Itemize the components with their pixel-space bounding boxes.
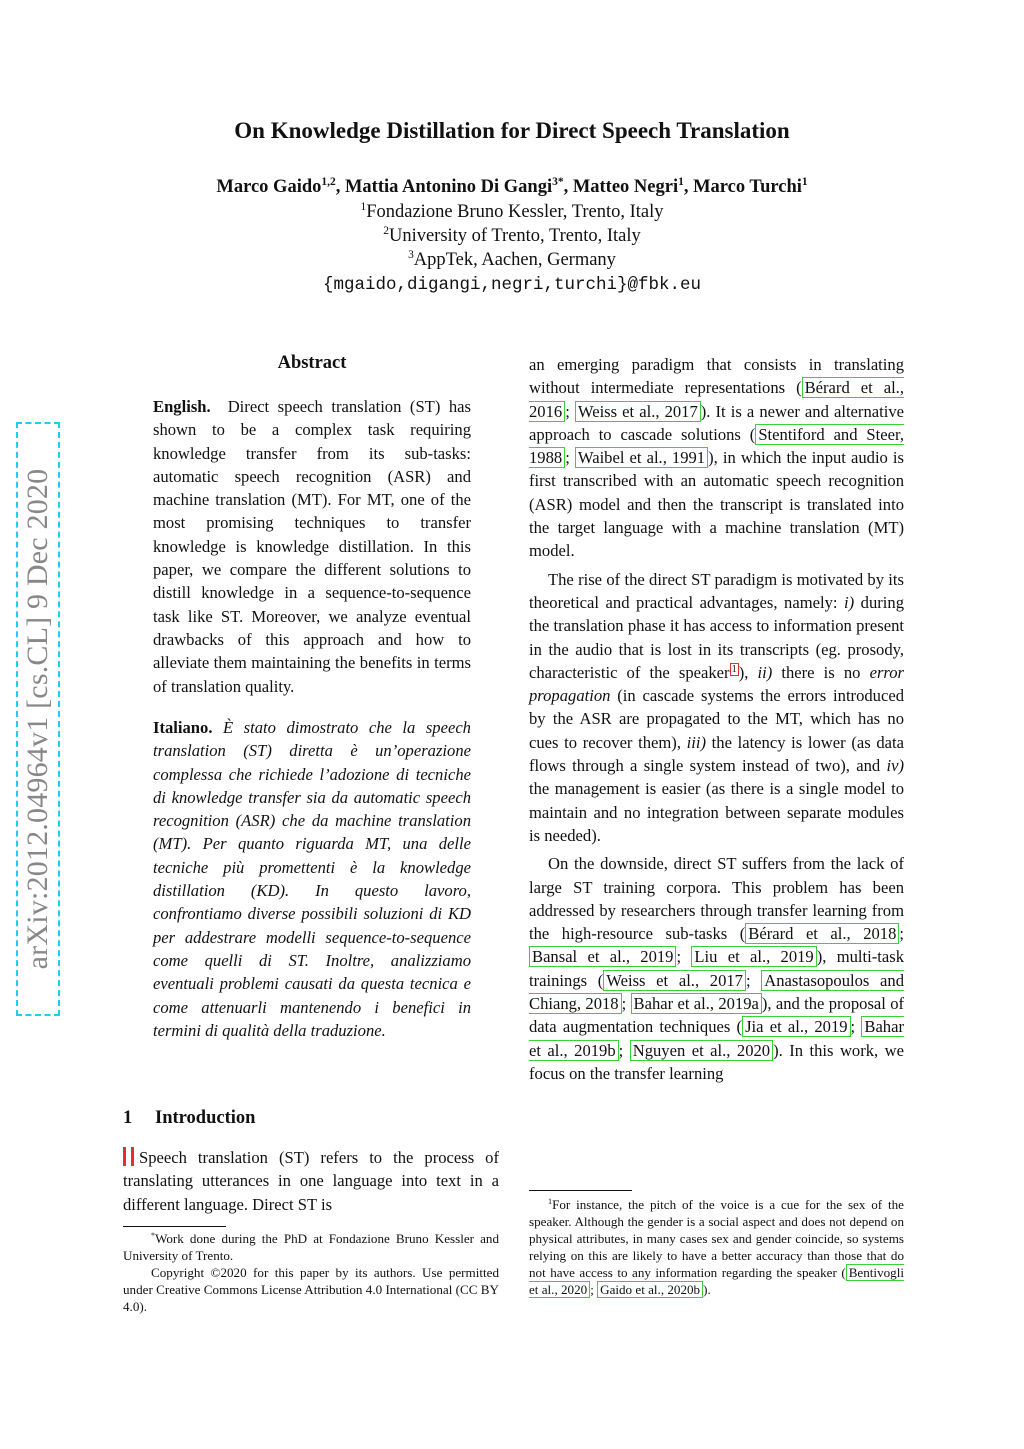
- copyright-note: Copyright ©2020 for this paper by its authors. Use permitted under Creative Commons License Attribution 4.0 International (CC BY 4.0).: [123, 1265, 499, 1315]
- text: (in cascade systems the errors introduced by the ASR are propagated to the MT, which has no cues to recover them),: [529, 686, 904, 752]
- affiliation: [0, 226, 1024, 247]
- emphasis: error propagation: [529, 662, 904, 706]
- citation-link[interactable]: Bentivogli et al., 2020: [529, 1265, 904, 1298]
- intro-text: Speech translation (ST) refers to the process of translating utterances in one language into text in a different language. Direct ST is: [123, 1148, 499, 1214]
- footnote-text: Work done during the PhD at Fondazione Bruno Kessler and University of Trento.: [123, 1231, 499, 1264]
- affiliation-number: 2: [383, 225, 389, 238]
- text: there is no: [772, 662, 870, 682]
- citation-link[interactable]: Bahar et al., 2019a: [631, 993, 762, 1014]
- text: the latency is lower (as data flows through a single system instead of two), and: [529, 732, 904, 776]
- text: ;: [850, 1017, 862, 1037]
- text: ;: [565, 401, 575, 421]
- author-affil: 1: [801, 176, 808, 189]
- text: ). In this work, we focus on the transfer learning: [529, 1040, 905, 1083]
- affiliation-text: AppTek, Aachen, Germany: [413, 250, 616, 270]
- author-list: [0, 177, 1024, 198]
- footnote-mark: *: [151, 1231, 156, 1241]
- right-footnote: [529, 1196, 904, 1299]
- left-footnotes: [123, 1230, 499, 1315]
- right-column: [529, 353, 904, 1085]
- abstract-it-text: È stato dimostrato che la speech translation (ST) diretta è un’operazione complessa che richiede l’adozione di tecniche di knowledge transfer sia da automatic speech recognition (ASR) che da machine translation (MT). Per quanto riguarda MT, una delle tecniche più promettenti è la knowledge distillation (KD). In questo lavoro, confrontiamo diverse possibili soluzioni di KD per addestrare modelli sequence-to-sequence come quelli di ST. Inoltre, analizziamo eventuali problemi causati da questa tecnica e come attenuarli mantenendo i benefici in termini di qualità della traduzione.: [153, 718, 471, 1040]
- footnote-ref[interactable]: 1: [731, 663, 737, 675]
- footnote-rule: [123, 1226, 226, 1227]
- citation-link[interactable]: Waibel et al., 1991: [575, 447, 708, 468]
- text: ), multi-task trainings (: [529, 947, 904, 990]
- footnote-rule: [529, 1190, 632, 1191]
- author-name: , Mattia Antonino Di Gangi: [335, 177, 553, 197]
- paragraph: [529, 852, 904, 1085]
- abstract-heading: Abstract: [277, 353, 347, 373]
- citation-link[interactable]: Bérard et al., 2018: [745, 923, 899, 944]
- anchor-marker[interactable]: [123, 1147, 126, 1166]
- citation-link[interactable]: Weiss et al., 2017: [575, 401, 701, 422]
- text: ;: [621, 994, 631, 1014]
- author-email[interactable]: {mgaido,digangi,negri,turchi}@fbk.eu: [322, 275, 702, 295]
- text: On the downside, direct ST suffers from the lack of large ST training corpora. This problem has been addressed by researchers through transfer learning from the high-resource sub-tasks (: [529, 854, 904, 944]
- citation-link[interactable]: Gaido et al., 2020b: [597, 1281, 703, 1298]
- citation-link[interactable]: Stentiford and Steer, 1988: [529, 424, 904, 468]
- affiliation-number: 3: [408, 249, 414, 262]
- enum-mark: iv): [886, 756, 904, 776]
- author-affil: 3*: [552, 176, 564, 189]
- text: ).: [703, 1282, 711, 1298]
- citation-link[interactable]: Bahar et al., 2019b: [529, 1017, 904, 1060]
- paper-title: On Knowledge Distillation for Direct Speech Translation: [234, 118, 790, 143]
- text: ), and the proposal of data augmentation techniques (: [529, 994, 905, 1037]
- section-title: Introduction: [155, 1108, 256, 1128]
- footnote-mark: 1: [548, 1197, 553, 1207]
- author-affil: 1: [678, 176, 684, 189]
- citation-link[interactable]: Anastasopoulos and Chiang, 2018: [529, 970, 905, 1014]
- text: ;: [618, 1040, 630, 1060]
- affiliation: [0, 202, 1024, 223]
- abstract-en-label: English.: [153, 397, 211, 416]
- enum-mark: ii): [757, 662, 773, 682]
- text: ). It is a newer and alternative approach to cascade solutions (: [529, 401, 904, 444]
- affiliation-number: 1: [360, 201, 367, 214]
- citation-link[interactable]: Liu et al., 2019: [691, 946, 816, 967]
- author-name: , Marco Turchi: [683, 177, 802, 197]
- citation-link[interactable]: Weiss et al., 2017: [603, 970, 746, 991]
- abstract-it-label: Italiano.: [153, 718, 213, 737]
- abstract-italian: [153, 716, 471, 1042]
- citation-link[interactable]: Nguyen et al., 2020: [630, 1040, 773, 1061]
- text: ;: [590, 1282, 598, 1298]
- paragraph: [529, 568, 904, 848]
- text: ),: [738, 662, 758, 682]
- arxiv-stamp[interactable]: [16, 422, 60, 1016]
- author-name: , Matteo Negri: [563, 177, 679, 197]
- citation-link[interactable]: Bansal et al., 2019: [529, 946, 676, 967]
- enum-mark: iii): [686, 732, 706, 752]
- text: ;: [676, 947, 692, 967]
- affiliation: [0, 250, 1024, 271]
- affiliation-text: Fondazione Bruno Kessler, Trento, Italy: [366, 202, 664, 222]
- text: the management is easier (as there is a single model to maintain and no integration between separate modules is needed).: [529, 779, 904, 845]
- text: ;: [745, 970, 762, 990]
- text: The rise of the direct ST paradigm is motivated by its theoretical and practical advantages, namely:: [529, 569, 904, 612]
- footnote-text: For instance, the pitch of the voice is a cue for the sex of the speaker. Although the gender is a social aspect and does not depend on physical attributes, in many cases sex and gender coincide, so systems relying on this are likely to have a better accuracy than those that do not have access to any information regarding the speaker (: [529, 1197, 904, 1281]
- citation-link[interactable]: Jia et al., 2019: [742, 1016, 850, 1037]
- text: ;: [899, 924, 905, 944]
- text: ;: [565, 448, 575, 468]
- author-affil: 1,2: [321, 176, 336, 189]
- intro-paragraph: [123, 1146, 499, 1216]
- author-name: Marco Gaido: [216, 177, 322, 197]
- affiliation-text: University of Trento, Trento, Italy: [388, 226, 641, 246]
- section-number: 1: [123, 1108, 133, 1128]
- section-heading: [123, 1108, 255, 1129]
- citation-link[interactable]: Bérard et al., 2016: [529, 378, 904, 421]
- text: ), in which the input audio is first transcribed with an automatic speech recognition (ASR) model and then the transcript is translated into the target language with a machine translation (MT) model.: [529, 448, 904, 561]
- abstract-english: [153, 395, 471, 698]
- anchor-marker[interactable]: [131, 1147, 134, 1166]
- text: during the translation phase it has access to information present in the audio that is lost in its transcripts (eg. prosody, characteristic of the speaker: [529, 592, 904, 682]
- text: an emerging paradigm that consists in translating without intermediate representations (: [529, 355, 904, 398]
- paragraph: [529, 353, 904, 563]
- arxiv-id: arXiv:2012.04964v1 [cs.CL] 9 Dec 2020: [21, 468, 54, 970]
- enum-mark: i): [844, 592, 855, 612]
- abstract-en-text: Direct speech translation (ST) has shown to be a complex task requiring knowledge transfer from its sub-tasks: automatic speech recognition (ASR) and machine translation (MT). For MT, one of the most promising techniques to transfer knowledge is knowledge distillation. In this paper, we compare the different solutions to distill knowledge in a sequence-to-sequence task like ST. Moreover, we analyze eventual drawbacks of this approach and how to alleviate them maintaining the benefits in terms of translation quality.: [153, 397, 471, 696]
